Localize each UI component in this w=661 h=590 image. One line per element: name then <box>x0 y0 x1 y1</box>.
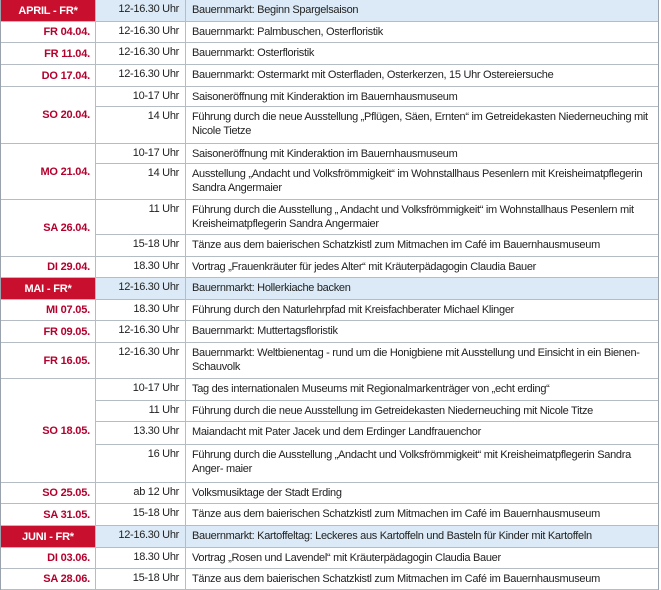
date-cell: SO 20.04. <box>1 87 96 143</box>
event-cell: Bauernmarkt: Ostermarkt mit Osterfladen, Osterkerzen, 15 Uhr Ostereiersuche <box>192 69 554 81</box>
event-cell: Bauernmarkt: Hollerkiache backen <box>186 278 658 299</box>
time-cell: 11 Uhr <box>96 200 186 234</box>
event-cell: Tänze aus dem baierischen Schatzkistl zum Mitmachen im Café im Bauernhausmuseum <box>192 573 600 585</box>
table-row <box>1 379 658 483</box>
date-cell: JUNI - FR* <box>1 526 96 547</box>
event-cell: Bauernmarkt: Kartoffeltag: Leckeres aus Kartoffeln und Basteln für Kinder mit Kartoffeln <box>186 526 658 547</box>
time-cell: 10-17 Uhr <box>96 144 186 163</box>
event-cell: Bauernmarkt: Osterfloristik <box>192 47 315 59</box>
time-cell: 12-16.30 Uhr <box>96 65 186 86</box>
time-cell: 10-17 Uhr <box>96 379 186 400</box>
date-cell: MO 21.04. <box>1 144 96 199</box>
event-cell: Führung durch die neue Ausstellung „Pflügen, Säen, Ernten“ im Getreidekasten Niederneuching mit Nicole Tietze <box>192 111 648 137</box>
date-cell: DO 17.04. <box>1 65 96 86</box>
event-cell: Ausstellung „Andacht und Volksfrömmigkeit“ im Wohnstallhaus Pesenlern mit Kreisheimatpflegerin Sandra Angermaier <box>192 168 643 194</box>
table-row <box>1 569 658 590</box>
time-cell: 12-16.30 Uhr <box>96 22 186 42</box>
date-cell: FR 04.04. <box>1 22 96 42</box>
table-row <box>1 22 658 43</box>
date-cell: DI 29.04. <box>1 257 96 277</box>
event-cell: Bauernmarkt: Beginn Spargelsaison <box>186 0 658 21</box>
table-row <box>1 321 658 343</box>
date-cell: MAI - FR* <box>1 278 96 299</box>
time-cell: 15-18 Uhr <box>96 504 186 525</box>
time-cell: 13.30 Uhr <box>96 422 186 444</box>
time-cell: 18.30 Uhr <box>96 257 186 277</box>
table-row <box>1 343 658 379</box>
date-cell: SA 28.06. <box>1 569 96 589</box>
date-cell: FR 11.04. <box>1 43 96 64</box>
time-cell: 18.30 Uhr <box>96 548 186 568</box>
time-cell: ab 12 Uhr <box>96 483 186 503</box>
table-row <box>1 483 658 504</box>
time-cell: 10-17 Uhr <box>96 87 186 106</box>
event-cell: Führung durch die Ausstellung „ Andacht und Volksfrömmigkeit“ im Wohnstallhaus Pesenlern mit Kreisheimatpflegerin Sandra Angermaier <box>192 204 634 230</box>
month-row-mai <box>1 278 658 300</box>
event-cell: Führung durch den Naturlehrpfad mit Kreisfachberater Michael Klinger <box>192 304 514 316</box>
month-row-juni <box>1 526 658 548</box>
table-row <box>1 43 658 65</box>
table-row <box>1 300 658 321</box>
time-cell: 18.30 Uhr <box>96 300 186 320</box>
table-row <box>1 548 658 569</box>
time-cell: 12-16.30 Uhr <box>96 0 186 21</box>
event-cell: Bauernmarkt: Weltbienentag - rund um die Honigbiene mit Ausstellung und Einsicht in ein Bienen-Schauvolk <box>192 347 640 373</box>
time-cell: 12-16.30 Uhr <box>96 526 186 547</box>
time-cell: 15-18 Uhr <box>96 569 186 589</box>
event-cell: Führung durch die neue Ausstellung im Getreidekasten Niederneuching mit Nicole Titze <box>192 405 593 417</box>
date-cell: DI 03.06. <box>1 548 96 568</box>
time-cell: 12-16.30 Uhr <box>96 43 186 64</box>
date-cell: APRIL - FR* <box>1 0 96 21</box>
event-cell: Maiandacht mit Pater Jacek und dem Erdinger Landfrauenchor <box>192 426 481 438</box>
date-cell: FR 16.05. <box>1 343 96 378</box>
table-row <box>1 87 658 144</box>
event-cell: Saisoneröffnung mit Kinderaktion im Bauernhausmuseum <box>192 91 458 103</box>
date-cell: SA 31.05. <box>1 504 96 525</box>
time-cell: 12-16.30 Uhr <box>96 278 186 299</box>
time-cell: 16 Uhr <box>96 445 186 482</box>
table-row <box>1 65 658 87</box>
event-cell: Volksmusiktage der Stadt Erding <box>192 487 342 499</box>
month-row-april <box>1 0 658 22</box>
event-cell: Tänze aus dem baierischen Schatzkistl zum Mitmachen im Café im Bauernhausmuseum <box>192 508 600 520</box>
table-row <box>1 504 658 526</box>
time-cell: 14 Uhr <box>96 164 186 199</box>
date-cell: FR 09.05. <box>1 321 96 342</box>
event-cell: Bauernmarkt: Muttertagsfloristik <box>192 325 338 337</box>
table-row <box>1 144 658 200</box>
date-cell: MI 07.05. <box>1 300 96 320</box>
time-cell: 15-18 Uhr <box>96 235 186 256</box>
event-cell: Saisoneröffnung mit Kinderaktion im Bauernhausmuseum <box>192 148 458 160</box>
date-cell: SO 25.05. <box>1 483 96 503</box>
event-cell: Bauernmarkt: Palmbuschen, Osterfloristik <box>192 26 383 38</box>
time-cell: 12-16.30 Uhr <box>96 321 186 342</box>
table-row <box>1 257 658 278</box>
event-cell: Tag des internationalen Museums mit Regionalmarkenträger von „echt erding“ <box>192 383 550 395</box>
time-cell: 14 Uhr <box>96 107 186 143</box>
date-cell: SA 26.04. <box>1 200 96 256</box>
event-cell: Vortrag „Frauenkräuter für jedes Alter“ mit Kräuterpädagogin Claudia Bauer <box>192 261 537 273</box>
event-cell: Tänze aus dem baierischen Schatzkistl zum Mitmachen im Café im Bauernhausmuseum <box>192 239 600 251</box>
table-row <box>1 200 658 257</box>
event-cell: Führung durch die Ausstellung „Andacht und Volksfrömmigkeit“ mit Kreisheimatpflegerin Sandra Anger- maier <box>192 449 631 475</box>
time-cell: 11 Uhr <box>96 401 186 421</box>
event-cell: Vortrag „Rosen und Lavendel“ mit Kräuterpädagogin Claudia Bauer <box>192 552 501 564</box>
time-cell: 12-16.30 Uhr <box>96 343 186 378</box>
date-cell: SO 18.05. <box>1 379 96 482</box>
